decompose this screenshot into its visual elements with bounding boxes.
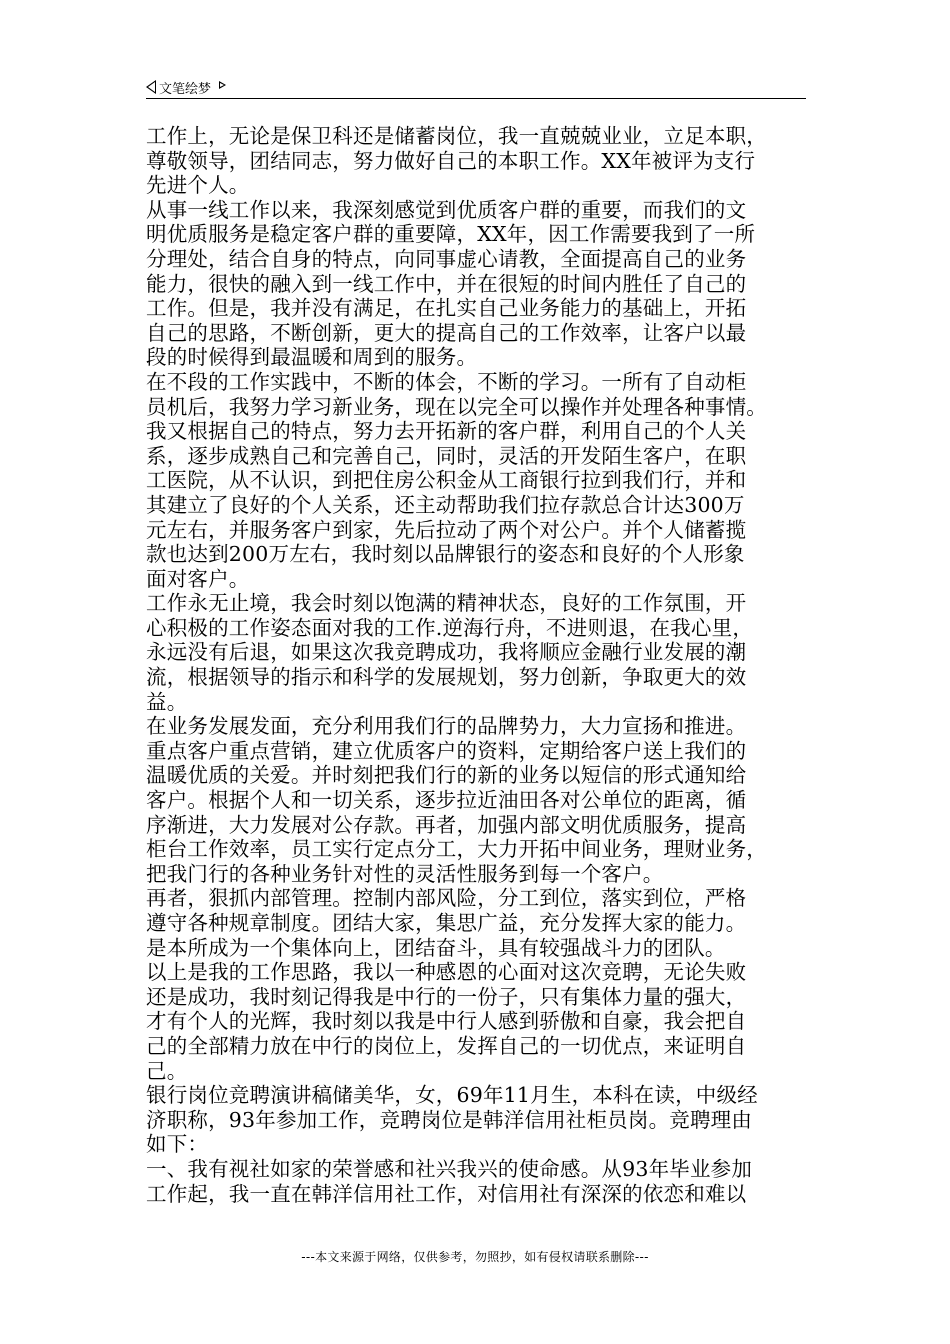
text-line: 尊敬领导，团结同志，努力做好自己的本职工作。XX年被评为支行 bbox=[146, 148, 756, 173]
triangle-right-icon bbox=[219, 81, 226, 89]
text-line: 才有个人的光辉，我时刻以我是中行人感到骄傲和自豪，我会把自 bbox=[146, 1009, 747, 1034]
text-line: 工作起，我一直在韩洋信用社工作，对信用社有深深的依恋和难以 bbox=[146, 1181, 747, 1206]
text-line: 永远没有后退，如果这次我竞聘成功，我将顺应金融行业发展的潮 bbox=[146, 640, 747, 665]
text-line: 段的时候得到最温暖和周到的服务。 bbox=[146, 345, 478, 370]
text-line: 己。 bbox=[146, 1058, 188, 1083]
text-line: 流，根据领导的指示和科学的发展规划，努力创新，争取更大的效 bbox=[146, 665, 747, 690]
text-line: 分理处，结合自身的特点，向同事虚心请教，全面提高自己的业务 bbox=[146, 246, 747, 271]
text-line: 客户。根据个人和一切关系，逐步拉近油田各对公单位的距离，循 bbox=[146, 788, 747, 813]
text-line: 以上是我的工作思路，我以一种感恩的心面对这次竞聘，无论失败 bbox=[146, 960, 747, 985]
text-line: 还是成功，我时刻记得我是中行的一份子，只有集体力量的强大， bbox=[146, 984, 747, 1009]
text-line: 如下： bbox=[146, 1132, 209, 1157]
text-line: 面对客户。 bbox=[146, 566, 250, 591]
text-line: 工作永无止境，我会时刻以饱满的精神状态，良好的工作氛围，开 bbox=[146, 591, 747, 616]
page-header bbox=[146, 76, 806, 98]
text-line: 在不段的工作实践中，不断的体会，不断的学习。一所有了自动柜 bbox=[146, 369, 747, 394]
text-line: 从事一线工作以来，我深刻感觉到优质客户群的重要，而我们的文 bbox=[146, 197, 747, 222]
text-line: 其建立了良好的个人关系，还主动帮助我们拉存款总合计达300万 bbox=[146, 492, 745, 517]
document-body bbox=[146, 124, 810, 1206]
text-line: 己的全部精力放在中行的岗位上，发挥自己的一切优点，来证明自 bbox=[146, 1033, 747, 1058]
text-line: 工作上，无论是保卫科还是储蓄岗位，我一直兢兢业业，立足本职， bbox=[146, 124, 767, 148]
header-title: 文笔绘梦 bbox=[159, 81, 212, 97]
triangle-left-icon bbox=[146, 80, 156, 94]
text-line: 先进个人。 bbox=[146, 173, 250, 198]
text-line: 员机后，我努力学习新业务，现在以完全可以操作并处理各种事情。 bbox=[146, 394, 767, 419]
text-line: 银行岗位竞聘演讲稿储美华，女，69年11月生，本科在读，中级经 bbox=[146, 1083, 758, 1108]
text-line: 温暖优质的关爱。并时刻把我们行的新的业务以短信的形式通知给 bbox=[146, 763, 747, 788]
text-line: 把我门行的各种业务针对性的灵活性服务到每一个客户。 bbox=[146, 861, 664, 886]
text-line: 我又根据自己的特点，努力去开拓新的客户群，利用自己的个人关 bbox=[146, 419, 747, 444]
text-line: 工医院，从不认识，到把住房公积金从工商银行拉到我们行，并和 bbox=[146, 468, 747, 493]
text-line: 工作。但是，我并没有满足，在扎实自己业务能力的基础上，开拓 bbox=[146, 296, 747, 321]
text-line: 能力，很快的融入到一线工作中，并在很短的时间内胜任了自己的 bbox=[146, 271, 747, 296]
text-line: 一、我有视社如家的荣誉感和社兴我兴的使命感。从93年毕业参加 bbox=[146, 1156, 753, 1181]
text-line: 遵守各种规章制度。团结大家，集思广益，充分发挥大家的能力。 bbox=[146, 911, 747, 935]
text-line: 款也达到200万左右，我时刻以品牌银行的姿态和良好的个人形象 bbox=[146, 542, 745, 567]
text-line: 明优质服务是稳定客户群的重要障，XX年，因工作需要我到了一所 bbox=[146, 222, 756, 247]
text-line: 济职称，93年参加工作，竞聘岗位是韩洋信用社柜员岗。竞聘理由 bbox=[146, 1107, 753, 1132]
text-line: 心积极的工作姿态面对我的工作.逆海行舟，不进则退，在我心里， bbox=[146, 615, 754, 640]
text-line: 元左右，并服务客户到家，先后拉动了两个对公户。并个人储蓄揽 bbox=[146, 517, 747, 542]
text-line: 自己的思路，不断创新，更大的提高自己的工作效率，让客户以最 bbox=[146, 320, 747, 345]
text-line: 重点客户重点营销，建立优质客户的资料，定期给客户送上我们的 bbox=[146, 738, 747, 763]
text-line: 系，逐步成熟自己和完善自己，同时，灵活的开发陌生客户，在职 bbox=[146, 443, 747, 468]
text-line: 在业务发展发面，充分利用我们行的品牌势力，大力宣扬和推进。 bbox=[146, 714, 747, 739]
text-line: 柜台工作效率，员工实行定点分工，大力开拓中间业务，理财业务， bbox=[146, 837, 767, 862]
text-line: 是本所成为一个集体向上，团结奋斗，具有较强战斗力的团队。 bbox=[146, 935, 726, 960]
header-divider bbox=[146, 98, 806, 99]
text-line: 再者，狠抓内部管理。控制内部风险，分工到位，落实到位，严格 bbox=[146, 886, 747, 911]
text-line: 益。 bbox=[146, 689, 188, 714]
text-line: 序渐进，大力发展对公存款。再者，加强内部文明优质服务，提高 bbox=[146, 812, 747, 837]
footer-notice: ---本文来源于网络，仅供参考，勿照抄，如有侵权请联系删除--- bbox=[301, 1250, 649, 1264]
